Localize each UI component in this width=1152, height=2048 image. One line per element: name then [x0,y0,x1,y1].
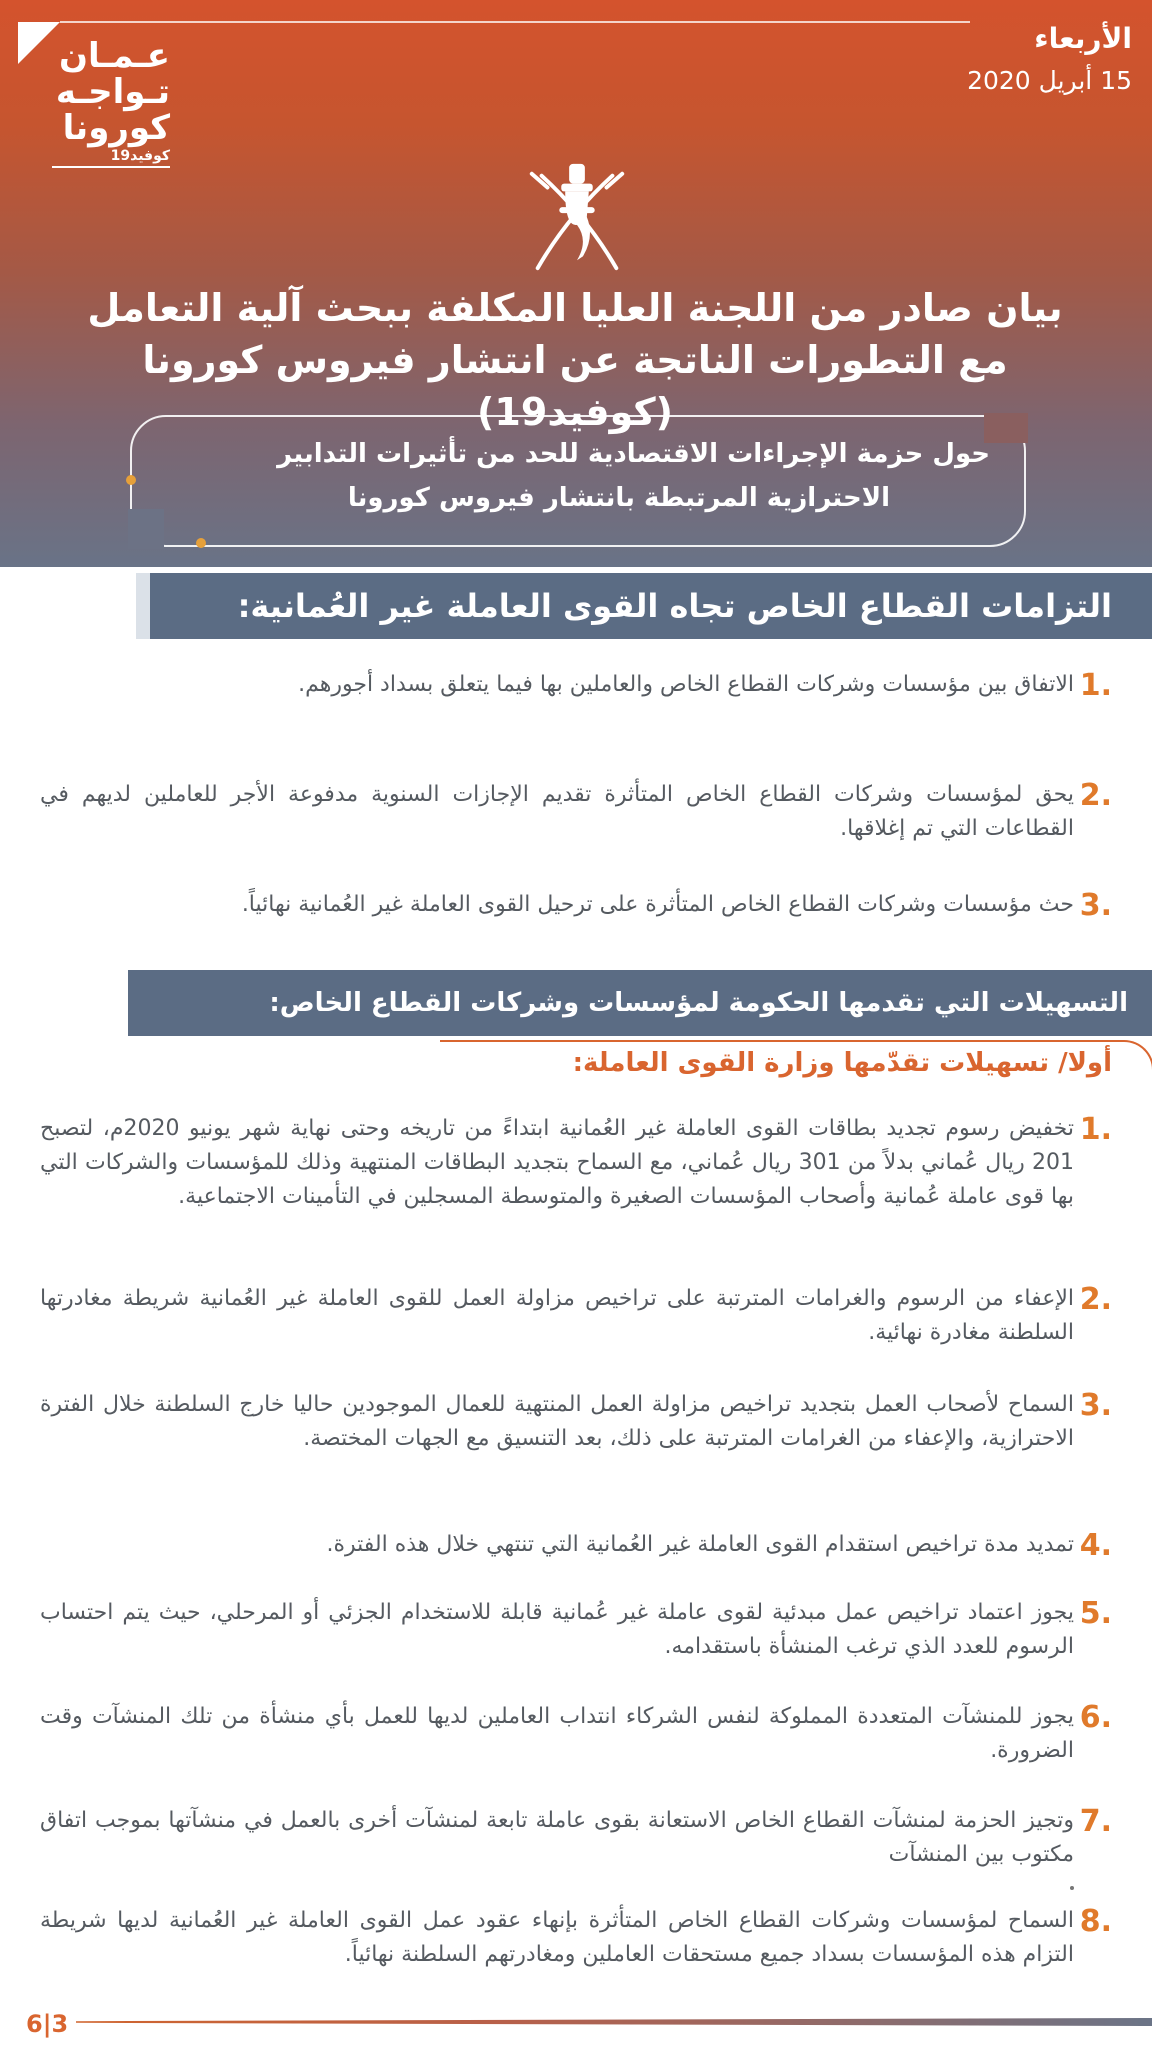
list-item [40,778,1112,846]
section-heading-text: التزامات القطاع الخاص تجاه القوى العاملة غير العُمانية: [237,587,1112,625]
item-text: وتجيز الحزمة لمنشآت القطاع الخاص الاستعانة بقوى عاملة تابعة لمنشآت أخرى بالعمل في منشآتها بموجب اتفاق مكتوب بين المنشآت [40,1808,1074,1867]
title-line-2: مع التطورات الناتجة عن انتشار فيروس كورونا (كوفيد19) [142,338,1008,434]
campaign-logo [40,38,170,168]
item-text: الاتفاق بين مؤسسات وشركات القطاع الخاص والعاملين بها فيما يتعلق بسداد أجورهم. [298,672,1074,697]
item-number: 6. [1079,1700,1112,1735]
oman-khanjar-emblem-icon [518,158,636,276]
list-item [40,1700,1112,1768]
list-item [40,1904,1112,1972]
list-item [40,888,1112,922]
page-number: 6|3 [26,2010,69,2038]
item-text: يجوز للمنشآت المتعددة المملوكة لنفس الشركاء انتداب العاملين لديها للعمل بأي منشأة من تلك المنشآت وقت الضرورة. [40,1704,1074,1763]
footer-divider [76,2018,1152,2026]
item-text: الإعفاء من الرسوم والغرامات المترتبة على تراخيص مزاولة العمل للقوى العاملة غير العُمانية شريطة مغادرتها السلطنة مغادرة نهائية. [40,1286,1074,1345]
item-text: تخفيض رسوم تجديد بطاقات القوى العاملة غير العُمانية ابتداءً من تاريخه وحتى نهاية شهر يونيو 2020م، لتصبح 201 ريال عُماني بدلاً من 301 ريال عُماني، مع السماح بتجديد البطاقات المنتهية وذلك للمؤسسات والشركات التي بها قوى عاملة عُمانية وأصحاب المؤسسات الصغيرة والمتوسطة المسجلين في التأمينات الاجتماعية. [40,1116,1074,1209]
item-number: 7. [1079,1804,1112,1839]
subtitle-line-2: الاحترازية المرتبطة بانتشار فيروس كورونا [347,483,890,513]
section-heading-facilities [128,970,1152,1036]
item-number: 1. [1079,668,1112,703]
statement-subtitle [160,432,990,520]
item-number: 3. [1079,1388,1112,1423]
list-item [40,1804,1112,1872]
item-text: يجوز اعتماد تراخيص عمل مبدئية لقوى عاملة غير عُمانية قابلة للاستخدام الجزئي أو المرحلي، حيث يتم احتساب الرسوم للعدد الذي ترغب المنشأة باستقدامه. [40,1600,1074,1659]
item-text: تمديد مدة تراخيص استقدام القوى العاملة غير العُمانية التي تنتهي خلال هذه الفترة. [326,1532,1074,1557]
list-item [40,1282,1112,1350]
stray-dot [1070,1886,1074,1890]
day-label: الأربعاء [1034,22,1132,55]
item-text: السماح لأصحاب العمل بتجديد تراخيص مزاولة العمل المنتهية للعمال الموجودين حاليا خارج السلطنة خلال الفترة الاحترازية، والإعفاء من الغرامات المترتبة على ذلك، بعد التنسيق مع الجهات المختصة. [40,1392,1074,1451]
header-divider [60,21,970,23]
logo-underline [52,166,170,168]
item-number: 2. [1079,778,1112,813]
list-item [40,1528,1112,1562]
section-heading-text: التسهيلات التي تقدمها الحكومة لمؤسسات وشركات القطاع الخاص: [269,988,1128,1018]
list-item [40,668,1112,702]
header-banner [0,0,1152,567]
logo-line-2: تـواجـه [55,72,170,112]
decor-dot [126,475,136,485]
item-text: السماح لمؤسسات وشركات القطاع الخاص المتأثرة بإنهاء عقود عمل القوى العاملة غير العُمانية لديها شريطة التزام هذه المؤسسات بسداد جميع مستحقات العاملين ومغادرتهم السلطنة نهائياً. [40,1908,1074,1967]
title-line-1: بيان صادر من اللجنة العليا المكلفة ببحث آلية التعامل [87,286,1063,330]
item-number: 8. [1079,1904,1112,1939]
item-number: 4. [1079,1528,1112,1563]
logo-line-3: كورونا [62,108,170,148]
item-number: 3. [1079,888,1112,923]
logo-line-4: كوفيد19 [110,148,170,164]
list-item [40,1112,1112,1214]
list-item [40,1388,1112,1456]
list-item [40,1596,1112,1664]
item-text: حث مؤسسات وشركات القطاع الخاص المتأثرة على ترحيل القوى العاملة غير العُمانية نهائياً. [241,892,1074,917]
item-number: 2. [1079,1282,1112,1317]
subtitle-line-1: حول حزمة الإجراءات الاقتصادية للحد من تأثيرات التدابير [277,439,990,469]
decor-dot [196,538,206,548]
item-number: 1. [1079,1112,1112,1147]
section-heading-obligations [150,573,1152,639]
item-number: 5. [1079,1596,1112,1631]
sub-heading-ministry: أولا/ تسهيلات تقدّمها وزارة القوى العاملة: [572,1048,1112,1078]
date-label: 15 أبريل 2020 [967,66,1132,95]
item-text: يحق لمؤسسات وشركات القطاع الخاص المتأثرة تقديم الإجازات السنوية مدفوعة الأجر للعاملين لديهم في القطاعات التي تم إغلاقها. [40,782,1074,841]
logo-line-1: عـمـان [58,36,170,76]
